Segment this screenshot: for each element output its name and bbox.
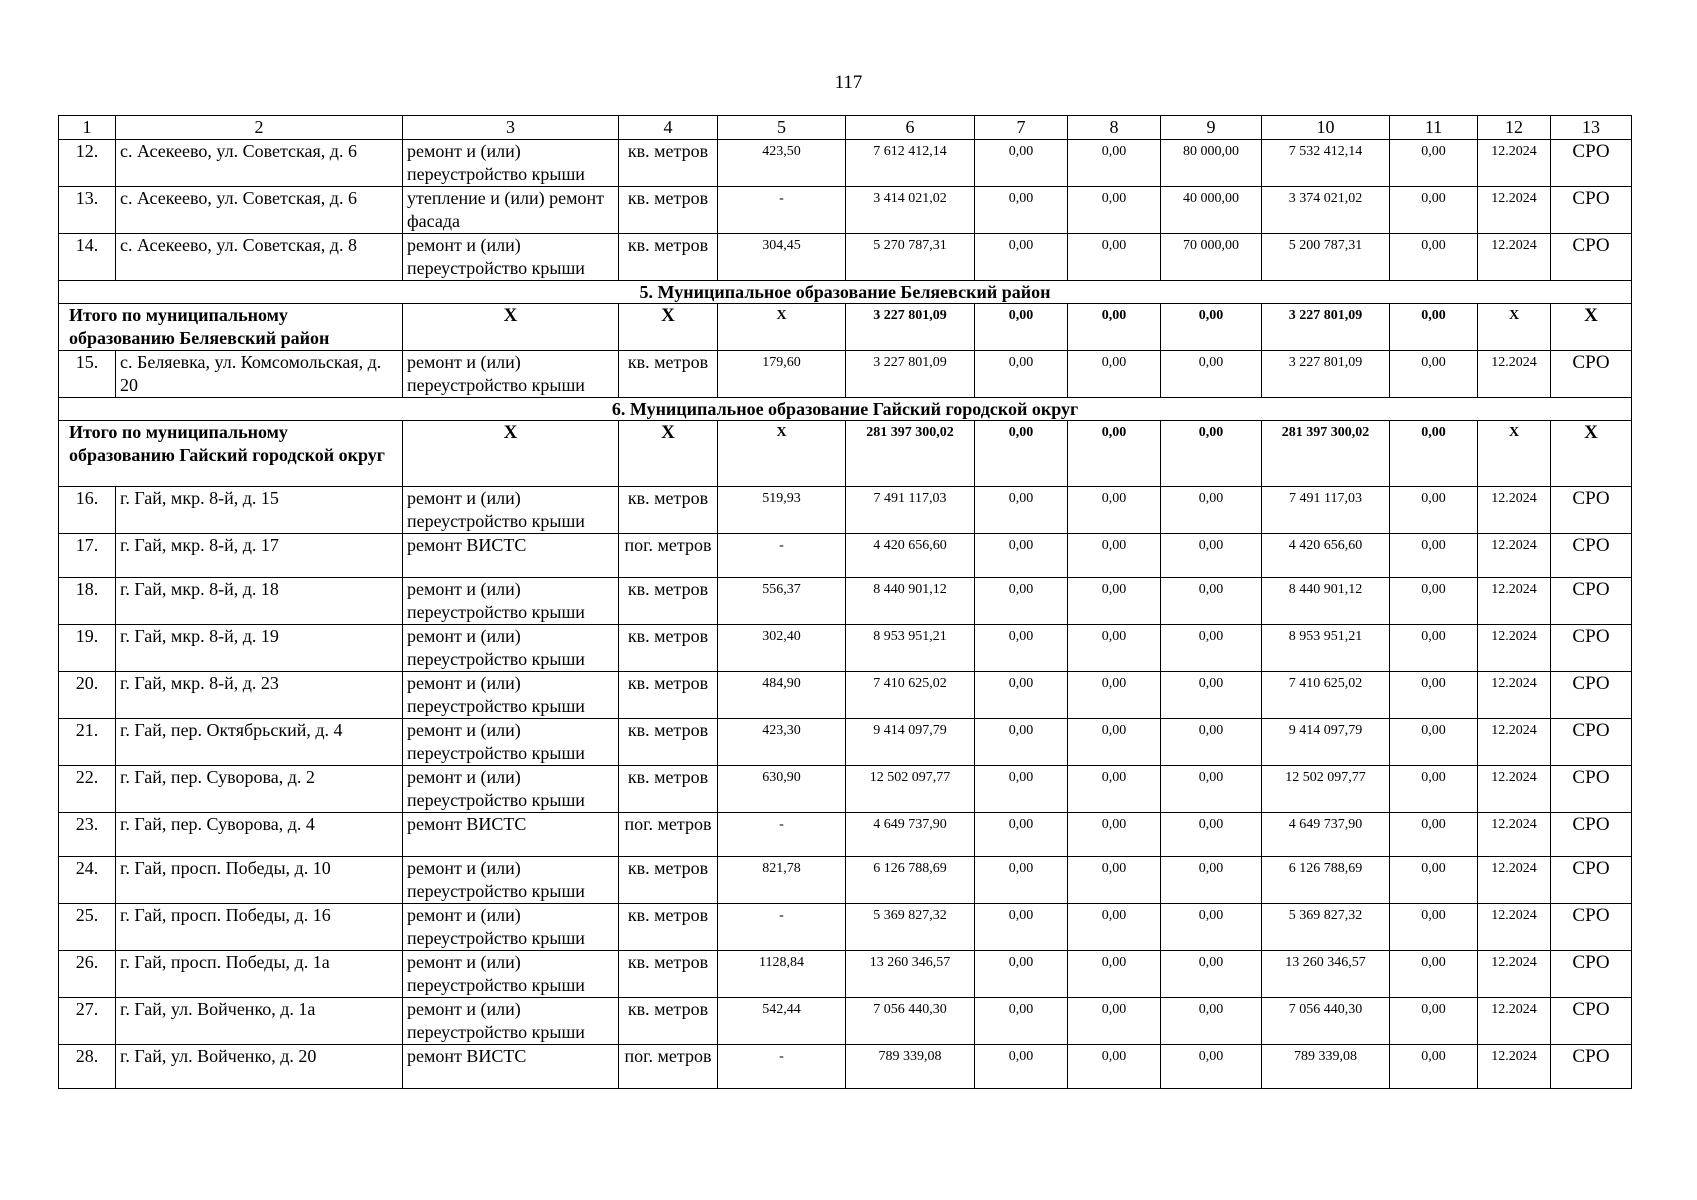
row-number: 17.	[59, 534, 116, 578]
value-cell-c8: 0,00	[1068, 813, 1161, 857]
value-cell-c11: 0,00	[1390, 351, 1478, 398]
value-cell-c12: 12.2024	[1478, 140, 1551, 187]
executor-cell: СРО	[1551, 1045, 1632, 1089]
value-cell-c6: 4 420 656,60	[846, 534, 975, 578]
address-cell: г. Гай, ул. Войченко, д. 1а	[116, 998, 403, 1045]
column-header-2: 2	[116, 116, 403, 140]
table-row	[59, 578, 1632, 625]
value-cell-c7: 0,00	[975, 234, 1068, 281]
value-cell-c12: 12.2024	[1478, 234, 1551, 281]
table-row	[59, 857, 1632, 904]
value-cell-c11: 0,00	[1390, 578, 1478, 625]
value-cell-c6: 3 227 801,09	[846, 351, 975, 398]
work-type-cell: ремонт и (или) переустройство крыши	[403, 857, 619, 904]
section-header-row	[59, 398, 1632, 421]
column-header-7: 7	[975, 116, 1068, 140]
row-number: 16.	[59, 487, 116, 534]
work-type-cell: утепление и (или) ремонт фасада	[403, 187, 619, 234]
column-header-3: 3	[403, 116, 619, 140]
value-cell-c9: 0,00	[1161, 672, 1262, 719]
value-cell-c8: 0,00	[1068, 904, 1161, 951]
section-header-row	[59, 281, 1632, 304]
section-title: 5. Муниципальное образование Беляевский район	[59, 281, 1632, 304]
unit-cell: кв. метров	[619, 857, 718, 904]
value-cell-c11: 0,00	[1390, 719, 1478, 766]
value-cell-c7: 0,00	[975, 813, 1068, 857]
address-cell: г. Гай, просп. Победы, д. 10	[116, 857, 403, 904]
work-type-cell: ремонт ВИСТС	[403, 1045, 619, 1089]
value-cell-c12: 12.2024	[1478, 766, 1551, 813]
total-cell-c6: 3 227 801,09	[846, 304, 975, 351]
value-cell-c9: 0,00	[1161, 1045, 1262, 1089]
value-cell-c11: 0,00	[1390, 904, 1478, 951]
value-cell-c8: 0,00	[1068, 351, 1161, 398]
value-cell-c5: 556,37	[718, 578, 846, 625]
value-cell-c9: 70 000,00	[1161, 234, 1262, 281]
value-cell-c12: 12.2024	[1478, 487, 1551, 534]
value-cell-c10: 4 649 737,90	[1262, 813, 1390, 857]
value-cell-c6: 7 491 117,03	[846, 487, 975, 534]
column-header-9: 9	[1161, 116, 1262, 140]
total-cell-c12: X	[1478, 421, 1551, 487]
total-cell-c9: 0,00	[1161, 421, 1262, 487]
total-cell-c7: 0,00	[975, 304, 1068, 351]
executor-cell: СРО	[1551, 234, 1632, 281]
address-cell: с. Беляевка, ул. Комсомольская, д. 20	[116, 351, 403, 398]
executor-cell: СРО	[1551, 487, 1632, 534]
value-cell-c8: 0,00	[1068, 234, 1161, 281]
row-number: 21.	[59, 719, 116, 766]
value-cell-c5: -	[718, 187, 846, 234]
value-cell-c12: 12.2024	[1478, 1045, 1551, 1089]
value-cell-c12: 12.2024	[1478, 719, 1551, 766]
executor-cell: СРО	[1551, 140, 1632, 187]
work-type-cell: ремонт и (или) переустройство крыши	[403, 351, 619, 398]
value-cell-c11: 0,00	[1390, 625, 1478, 672]
value-cell-c10: 12 502 097,77	[1262, 766, 1390, 813]
work-type-cell: ремонт ВИСТС	[403, 534, 619, 578]
column-header-13: 13	[1551, 116, 1632, 140]
value-cell-c11: 0,00	[1390, 1045, 1478, 1089]
value-cell-c10: 3 227 801,09	[1262, 351, 1390, 398]
value-cell-c9: 0,00	[1161, 813, 1262, 857]
value-cell-c5: 519,93	[718, 487, 846, 534]
table-row	[59, 1045, 1632, 1089]
value-cell-c10: 4 420 656,60	[1262, 534, 1390, 578]
table-row	[59, 140, 1632, 187]
column-header-6: 6	[846, 116, 975, 140]
work-type-cell: ремонт и (или) переустройство крыши	[403, 904, 619, 951]
value-cell-c8: 0,00	[1068, 998, 1161, 1045]
table-row	[59, 951, 1632, 998]
total-row	[59, 421, 1632, 487]
table-row	[59, 534, 1632, 578]
value-cell-c9: 0,00	[1161, 487, 1262, 534]
table-row	[59, 904, 1632, 951]
column-header-row	[59, 116, 1632, 140]
value-cell-c9: 0,00	[1161, 998, 1262, 1045]
address-cell: г. Гай, мкр. 8-й, д. 23	[116, 672, 403, 719]
value-cell-c12: 12.2024	[1478, 534, 1551, 578]
value-cell-c8: 0,00	[1068, 625, 1161, 672]
row-number: 20.	[59, 672, 116, 719]
value-cell-c11: 0,00	[1390, 672, 1478, 719]
unit-cell: пог. метров	[619, 1045, 718, 1089]
value-cell-c10: 6 126 788,69	[1262, 857, 1390, 904]
work-type-cell: ремонт и (или) переустройство крыши	[403, 234, 619, 281]
value-cell-c6: 8 953 951,21	[846, 625, 975, 672]
work-type-cell: ремонт и (или) переустройство крыши	[403, 487, 619, 534]
work-type-cell: ремонт и (или) переустройство крыши	[403, 672, 619, 719]
unit-cell: кв. метров	[619, 998, 718, 1045]
executor-cell: СРО	[1551, 951, 1632, 998]
unit-cell: кв. метров	[619, 719, 718, 766]
value-cell-c6: 4 649 737,90	[846, 813, 975, 857]
unit-cell: кв. метров	[619, 951, 718, 998]
address-cell: г. Гай, мкр. 8-й, д. 19	[116, 625, 403, 672]
address-cell: г. Гай, мкр. 8-й, д. 18	[116, 578, 403, 625]
value-cell-c11: 0,00	[1390, 487, 1478, 534]
address-cell: г. Гай, пер. Суворова, д. 4	[116, 813, 403, 857]
row-number: 23.	[59, 813, 116, 857]
value-cell-c7: 0,00	[975, 857, 1068, 904]
table-row	[59, 234, 1632, 281]
executor-cell: СРО	[1551, 857, 1632, 904]
executor-cell: СРО	[1551, 813, 1632, 857]
executor-cell: СРО	[1551, 578, 1632, 625]
total-cell-c8: 0,00	[1068, 304, 1161, 351]
row-number: 22.	[59, 766, 116, 813]
table-row	[59, 672, 1632, 719]
address-cell: с. Асекеево, ул. Советская, д. 6	[116, 187, 403, 234]
value-cell-c8: 0,00	[1068, 187, 1161, 234]
unit-cell: пог. метров	[619, 813, 718, 857]
capital-repair-table	[58, 115, 1632, 1089]
total-cell-c6: 281 397 300,02	[846, 421, 975, 487]
unit-cell: кв. метров	[619, 234, 718, 281]
value-cell-c10: 5 369 827,32	[1262, 904, 1390, 951]
unit-cell: кв. метров	[619, 487, 718, 534]
value-cell-c8: 0,00	[1068, 672, 1161, 719]
work-type-cell: ремонт и (или) переустройство крыши	[403, 951, 619, 998]
table-row	[59, 719, 1632, 766]
value-cell-c6: 5 270 787,31	[846, 234, 975, 281]
value-cell-c10: 7 056 440,30	[1262, 998, 1390, 1045]
total-unit-x: X	[619, 421, 718, 487]
value-cell-c7: 0,00	[975, 351, 1068, 398]
value-cell-c8: 0,00	[1068, 487, 1161, 534]
row-number: 13.	[59, 187, 116, 234]
value-cell-c10: 9 414 097,79	[1262, 719, 1390, 766]
value-cell-c7: 0,00	[975, 1045, 1068, 1089]
unit-cell: кв. метров	[619, 766, 718, 813]
work-type-cell: ремонт и (или) переустройство крыши	[403, 625, 619, 672]
value-cell-c5: 1128,84	[718, 951, 846, 998]
value-cell-c7: 0,00	[975, 951, 1068, 998]
total-cell-c12: X	[1478, 304, 1551, 351]
value-cell-c11: 0,00	[1390, 998, 1478, 1045]
value-cell-c5: 542,44	[718, 998, 846, 1045]
total-cell-c13: X	[1551, 421, 1632, 487]
value-cell-c8: 0,00	[1068, 766, 1161, 813]
row-number: 14.	[59, 234, 116, 281]
unit-cell: кв. метров	[619, 625, 718, 672]
value-cell-c5: 484,90	[718, 672, 846, 719]
value-cell-c10: 8 953 951,21	[1262, 625, 1390, 672]
value-cell-c8: 0,00	[1068, 140, 1161, 187]
table-row	[59, 766, 1632, 813]
value-cell-c9: 0,00	[1161, 766, 1262, 813]
work-type-cell: ремонт и (или) переустройство крыши	[403, 140, 619, 187]
total-label: Итого по муниципальному образованию Гайский городской округ	[59, 421, 403, 487]
executor-cell: СРО	[1551, 904, 1632, 951]
work-type-cell: ремонт и (или) переустройство крыши	[403, 998, 619, 1045]
value-cell-c7: 0,00	[975, 719, 1068, 766]
value-cell-c6: 3 414 021,02	[846, 187, 975, 234]
value-cell-c12: 12.2024	[1478, 625, 1551, 672]
value-cell-c6: 6 126 788,69	[846, 857, 975, 904]
executor-cell: СРО	[1551, 672, 1632, 719]
value-cell-c6: 789 339,08	[846, 1045, 975, 1089]
value-cell-c6: 8 440 901,12	[846, 578, 975, 625]
address-cell: г. Гай, пер. Октябрьский, д. 4	[116, 719, 403, 766]
address-cell: с. Асекеево, ул. Советская, д. 8	[116, 234, 403, 281]
value-cell-c6: 5 369 827,32	[846, 904, 975, 951]
value-cell-c10: 8 440 901,12	[1262, 578, 1390, 625]
column-header-4: 4	[619, 116, 718, 140]
value-cell-c12: 12.2024	[1478, 578, 1551, 625]
value-cell-c12: 12.2024	[1478, 904, 1551, 951]
table-row	[59, 813, 1632, 857]
value-cell-c8: 0,00	[1068, 578, 1161, 625]
executor-cell: СРО	[1551, 998, 1632, 1045]
total-cell-c5: X	[718, 421, 846, 487]
value-cell-c8: 0,00	[1068, 719, 1161, 766]
unit-cell: кв. метров	[619, 187, 718, 234]
total-cell-c5: X	[718, 304, 846, 351]
table-row	[59, 187, 1632, 234]
total-cell-c7: 0,00	[975, 421, 1068, 487]
value-cell-c12: 12.2024	[1478, 951, 1551, 998]
unit-cell: кв. метров	[619, 578, 718, 625]
value-cell-c5: -	[718, 813, 846, 857]
value-cell-c12: 12.2024	[1478, 351, 1551, 398]
value-cell-c12: 12.2024	[1478, 672, 1551, 719]
total-cell-c11: 0,00	[1390, 304, 1478, 351]
value-cell-c12: 12.2024	[1478, 998, 1551, 1045]
value-cell-c12: 12.2024	[1478, 857, 1551, 904]
work-type-cell: ремонт и (или) переустройство крыши	[403, 766, 619, 813]
value-cell-c12: 12.2024	[1478, 813, 1551, 857]
value-cell-c10: 5 200 787,31	[1262, 234, 1390, 281]
total-cell-c9: 0,00	[1161, 304, 1262, 351]
value-cell-c5: -	[718, 534, 846, 578]
value-cell-c11: 0,00	[1390, 140, 1478, 187]
value-cell-c11: 0,00	[1390, 766, 1478, 813]
executor-cell: СРО	[1551, 351, 1632, 398]
value-cell-c11: 0,00	[1390, 187, 1478, 234]
value-cell-c8: 0,00	[1068, 857, 1161, 904]
row-number: 26.	[59, 951, 116, 998]
value-cell-c11: 0,00	[1390, 951, 1478, 998]
unit-cell: кв. метров	[619, 351, 718, 398]
value-cell-c10: 13 260 346,57	[1262, 951, 1390, 998]
executor-cell: СРО	[1551, 719, 1632, 766]
address-cell: г. Гай, мкр. 8-й, д. 17	[116, 534, 403, 578]
value-cell-c7: 0,00	[975, 766, 1068, 813]
total-cell-c10: 3 227 801,09	[1262, 304, 1390, 351]
value-cell-c5: -	[718, 1045, 846, 1089]
value-cell-c9: 0,00	[1161, 625, 1262, 672]
column-header-1: 1	[59, 116, 116, 140]
total-cell-c13: X	[1551, 304, 1632, 351]
unit-cell: кв. метров	[619, 904, 718, 951]
value-cell-c11: 0,00	[1390, 813, 1478, 857]
row-number: 12.	[59, 140, 116, 187]
value-cell-c9: 0,00	[1161, 904, 1262, 951]
value-cell-c5: -	[718, 904, 846, 951]
section-title: 6. Муниципальное образование Гайский городской округ	[59, 398, 1632, 421]
value-cell-c10: 7 491 117,03	[1262, 487, 1390, 534]
table-body	[59, 140, 1632, 1089]
row-number: 28.	[59, 1045, 116, 1089]
executor-cell: СРО	[1551, 766, 1632, 813]
address-cell: г. Гай, просп. Победы, д. 1а	[116, 951, 403, 998]
value-cell-c6: 12 502 097,77	[846, 766, 975, 813]
address-cell: с. Асекеево, ул. Советская, д. 6	[116, 140, 403, 187]
value-cell-c5: 179,60	[718, 351, 846, 398]
column-header-12: 12	[1478, 116, 1551, 140]
row-number: 24.	[59, 857, 116, 904]
unit-cell: кв. метров	[619, 672, 718, 719]
total-cell-c8: 0,00	[1068, 421, 1161, 487]
page-number: 117	[834, 72, 863, 93]
total-work-x: X	[403, 421, 619, 487]
column-header-10: 10	[1262, 116, 1390, 140]
column-header-5: 5	[718, 116, 846, 140]
value-cell-c7: 0,00	[975, 140, 1068, 187]
row-number: 19.	[59, 625, 116, 672]
row-number: 18.	[59, 578, 116, 625]
address-cell: г. Гай, пер. Суворова, д. 2	[116, 766, 403, 813]
executor-cell: СРО	[1551, 187, 1632, 234]
value-cell-c5: 630,90	[718, 766, 846, 813]
value-cell-c7: 0,00	[975, 578, 1068, 625]
column-header-8: 8	[1068, 116, 1161, 140]
table-row	[59, 625, 1632, 672]
value-cell-c10: 789 339,08	[1262, 1045, 1390, 1089]
value-cell-c6: 7 056 440,30	[846, 998, 975, 1045]
work-type-cell: ремонт и (или) переустройство крыши	[403, 719, 619, 766]
value-cell-c10: 3 374 021,02	[1262, 187, 1390, 234]
table-row	[59, 487, 1632, 534]
value-cell-c9: 0,00	[1161, 951, 1262, 998]
value-cell-c9: 0,00	[1161, 719, 1262, 766]
unit-cell: пог. метров	[619, 534, 718, 578]
executor-cell: СРО	[1551, 625, 1632, 672]
row-number: 27.	[59, 998, 116, 1045]
unit-cell: кв. метров	[619, 140, 718, 187]
value-cell-c8: 0,00	[1068, 1045, 1161, 1089]
value-cell-c10: 7 532 412,14	[1262, 140, 1390, 187]
value-cell-c5: 423,30	[718, 719, 846, 766]
value-cell-c7: 0,00	[975, 534, 1068, 578]
value-cell-c9: 80 000,00	[1161, 140, 1262, 187]
value-cell-c6: 9 414 097,79	[846, 719, 975, 766]
address-cell: г. Гай, просп. Победы, д. 16	[116, 904, 403, 951]
total-cell-c10: 281 397 300,02	[1262, 421, 1390, 487]
value-cell-c10: 7 410 625,02	[1262, 672, 1390, 719]
total-unit-x: X	[619, 304, 718, 351]
address-cell: г. Гай, ул. Войченко, д. 20	[116, 1045, 403, 1089]
column-header-11: 11	[1390, 116, 1478, 140]
value-cell-c7: 0,00	[975, 487, 1068, 534]
value-cell-c6: 13 260 346,57	[846, 951, 975, 998]
value-cell-c6: 7 612 412,14	[846, 140, 975, 187]
total-row	[59, 304, 1632, 351]
work-type-cell: ремонт ВИСТС	[403, 813, 619, 857]
value-cell-c9: 40 000,00	[1161, 187, 1262, 234]
value-cell-c6: 7 410 625,02	[846, 672, 975, 719]
value-cell-c8: 0,00	[1068, 951, 1161, 998]
value-cell-c11: 0,00	[1390, 534, 1478, 578]
total-label: Итого по муниципальному образованию Беляевский район	[59, 304, 403, 351]
value-cell-c11: 0,00	[1390, 857, 1478, 904]
value-cell-c9: 0,00	[1161, 857, 1262, 904]
value-cell-c9: 0,00	[1161, 578, 1262, 625]
value-cell-c5: 304,45	[718, 234, 846, 281]
value-cell-c7: 0,00	[975, 998, 1068, 1045]
value-cell-c7: 0,00	[975, 672, 1068, 719]
work-type-cell: ремонт и (или) переустройство крыши	[403, 578, 619, 625]
value-cell-c5: 423,50	[718, 140, 846, 187]
value-cell-c7: 0,00	[975, 625, 1068, 672]
value-cell-c12: 12.2024	[1478, 187, 1551, 234]
row-number: 25.	[59, 904, 116, 951]
total-cell-c11: 0,00	[1390, 421, 1478, 487]
table-row	[59, 351, 1632, 398]
value-cell-c9: 0,00	[1161, 351, 1262, 398]
value-cell-c7: 0,00	[975, 904, 1068, 951]
value-cell-c7: 0,00	[975, 187, 1068, 234]
value-cell-c5: 302,40	[718, 625, 846, 672]
table-row	[59, 998, 1632, 1045]
row-number: 15.	[59, 351, 116, 398]
value-cell-c11: 0,00	[1390, 234, 1478, 281]
value-cell-c5: 821,78	[718, 857, 846, 904]
executor-cell: СРО	[1551, 534, 1632, 578]
address-cell: г. Гай, мкр. 8-й, д. 15	[116, 487, 403, 534]
value-cell-c9: 0,00	[1161, 534, 1262, 578]
value-cell-c8: 0,00	[1068, 534, 1161, 578]
total-work-x: X	[403, 304, 619, 351]
